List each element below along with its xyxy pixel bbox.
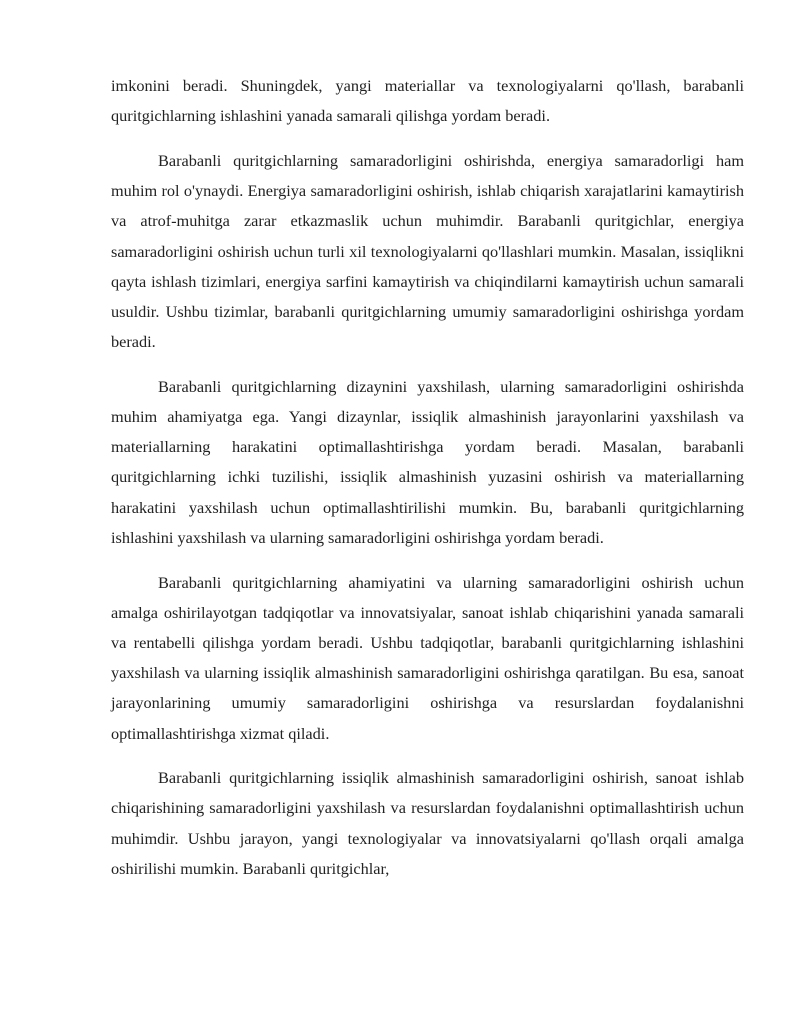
paragraph-energy-efficiency: Barabanli quritgichlarning samaradorligini oshirishda, energiya samaradorligi ham muhim rol o'ynaydi. Energiya samaradorligini oshirish, ishlab chiqarish xarajatlarini kamaytirish va atrof-muhitga zarar etkazmaslik uchun muhimdir. Barabanli quritgichlar, energiya samaradorligini oshirish uchun turli xil texnologiyalarni qo'llashlari mumkin. Masalan, issiqlikni qayta ishlash tizimlari, energiya sarfini kamaytirish va chiqindilarni kamaytirish uchun samarali usuldir. Ushbu tizimlar, barabanli quritgichlarning umumiy samaradorligini oshirishga yordam beradi. [111, 150, 744, 352]
paragraph-continuation: imkonini beradi. Shuningdek, yangi materiallar va texnologiyalarni qo'llash, barabanli quritgichlarning ishlashini yanada samarali qilishga yordam beradi. [111, 76, 744, 126]
paragraph-research-innovation: Barabanli quritgichlarning ahamiyatini va ularning samaradorligini oshirish uchun amalga oshirilayotgan tadqiqotlar va innovatsiyalar, sanoat ishlab chiqarishini yanada samarali va rentabelli qilishga yordam beradi. Ushbu tadqiqotlar, barabanli quritgichlarning ishlashini yaxshilash va ularning issiqlik almashinish samaradorligini oshirishga qaratilgan. Bu esa, sanoat jarayonlarining umumiy samaradorligini oshirishga va resurslardan foydalanishni optimallashtirishga xizmat qiladi. [111, 572, 744, 743]
paragraph-heat-exchange: Barabanli quritgichlarning issiqlik almashinish samaradorligini oshirish, sanoat ishlab chiqarishining samaradorligini yaxshilash va resurslardan foydalanishni optimallashtirish uchun muhimdir. Ushbu jarayon, yangi texnologiyalar va innovatsiyalarni qo'llash orqali amalga oshirilishi mumkin. Barabanli quritgichlar, [111, 768, 744, 878]
paragraph-design-improvement: Barabanli quritgichlarning dizaynini yaxshilash, ularning samaradorligini oshirishda muhim ahamiyatga ega. Yangi dizaynlar, issiqlik almashinish jarayonlarini yaxshilash va materiallarning harakatini optimallashtirishga yordam beradi. Masalan, barabanli quritgichlarning ichki tuzilishi, issiqlik almashinish yuzasini oshirish va materiallarning harakatini yaxshilash uchun optimallashtirilishi mumkin. Bu, barabanli quritgichlarning ishlashini yaxshilash va ularning samaradorligini oshirishga yordam beradi. [111, 376, 744, 547]
document-page [111, 71, 744, 884]
